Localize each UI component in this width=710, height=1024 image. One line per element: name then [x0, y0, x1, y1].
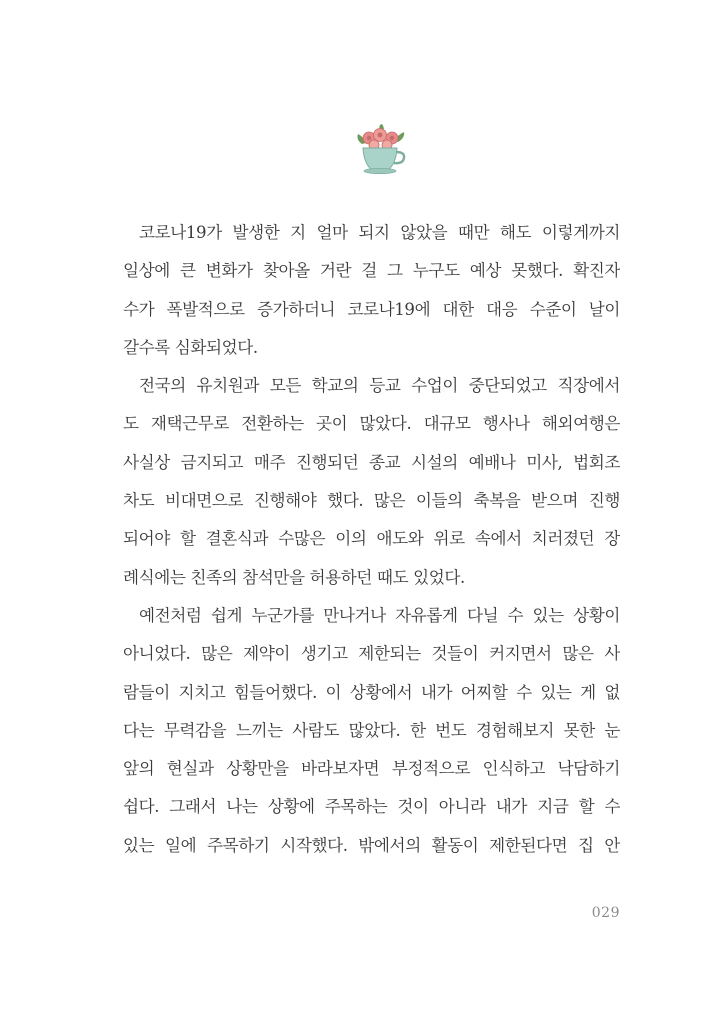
- text-line: 다는 무력감을 느끼는 사람도 많았다. 한 번도 경험해보지 못한 눈: [123, 720, 620, 740]
- text-line: 일상에 큰 변화가 찾아올 거란 걸 그 누구도 예상 못했다. 확진자: [123, 261, 620, 281]
- text-line: 앞의 현실과 상황만을 바라보자면 부정적으로 인식하고 낙담하기: [123, 759, 620, 779]
- body-text: [123, 214, 620, 865]
- text-line: 있는 일에 주목하기 시작했다. 밖에서의 활동이 제한된다면 집 안: [123, 835, 620, 855]
- text-line: 전국의 유치원과 모든 학교의 등교 수업이 중단되었고 직장에서: [139, 376, 620, 396]
- text-line: 차도 비대면으로 진행해야 했다. 많은 이들의 축복을 받으며 진행: [123, 491, 620, 511]
- text-line: 갈수록 심화되었다.: [123, 337, 258, 357]
- text-line: 도 재택근무로 전환하는 곳이 많았다. 대규모 행사나 해외여행은: [123, 414, 620, 434]
- text-line: 아니었다. 많은 제약이 생기고 제한되는 것들이 커지면서 많은 사: [123, 644, 620, 664]
- text-line: 쉽다. 그래서 나는 상황에 주목하는 것이 아니라 내가 지금 할 수: [123, 797, 620, 817]
- text-line: 람들이 지치고 힘들어했다. 이 상황에서 내가 어찌할 수 있는 게 없: [123, 682, 620, 702]
- page-number: 029: [591, 905, 620, 921]
- text-line: 사실상 금지되고 매주 진행되던 종교 시설의 예배나 미사, 법회조: [123, 452, 620, 472]
- flower-cup-icon: [352, 124, 410, 176]
- text-line: 코로나19가 발생한 지 얼마 되지 않았을 때만 해도 이렇게까지: [139, 223, 620, 242]
- text-line: 례식에는 친족의 참석만을 허용하던 때도 있었다.: [123, 567, 465, 587]
- text-line: 되어야 할 결혼식과 수많은 이의 애도와 위로 속에서 치러졌던 장: [123, 529, 620, 549]
- text-line: 수가 폭발적으로 증가하더니 코로나19에 대한 대응 수준이 날이: [123, 299, 620, 319]
- text-line: 예전처럼 쉽게 누군가를 만나거나 자유롭게 다닐 수 있는 상황이: [139, 605, 620, 625]
